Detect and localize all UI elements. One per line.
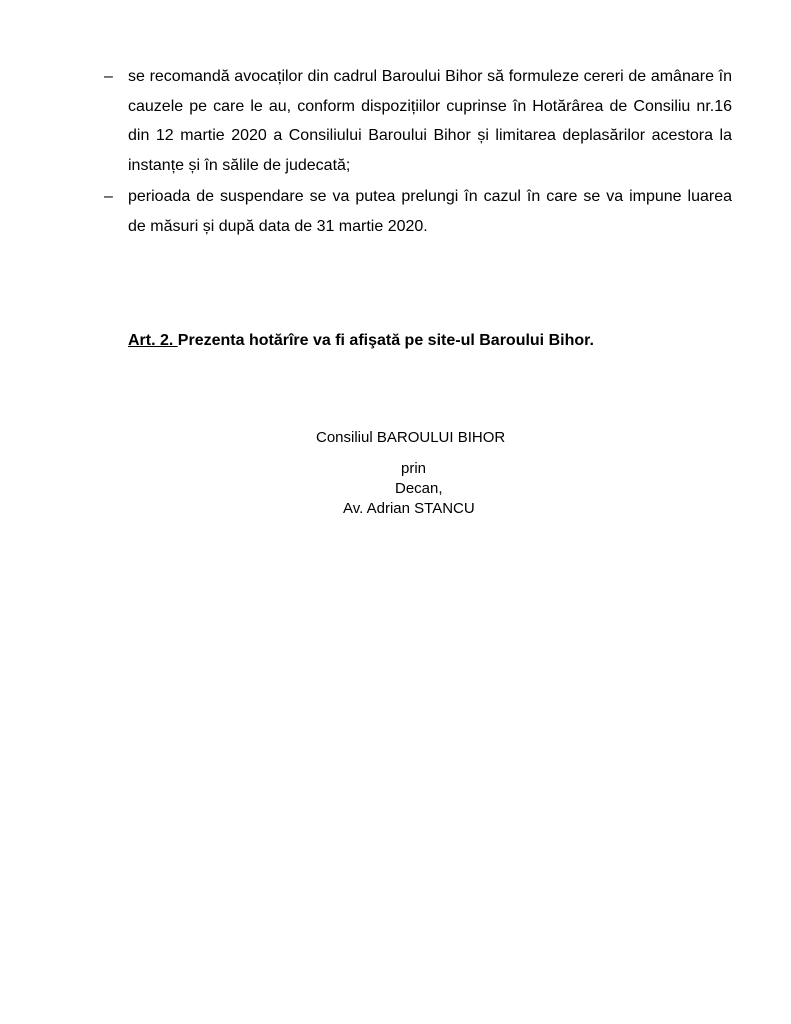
list-item [104, 182, 732, 241]
bullet-dash: – [104, 188, 113, 205]
signature-title: Decan, [395, 480, 443, 497]
bullet-list [104, 62, 732, 241]
bullet-dash: – [104, 68, 113, 85]
signature-prin: prin [401, 460, 427, 477]
article-text: Prezenta hotărîre va fi afişată pe site-ul Baroului Bihor. [177, 332, 594, 349]
bullet-text: perioada de suspendare se va putea prelungi în cazul în care se va impune luarea de măsuri și după data de 31 martie 2020. [128, 188, 732, 235]
list-item [104, 62, 732, 180]
signature-name: Av. Adrian STANCU [343, 500, 475, 517]
bullet-text: se recomandă avocaților din cadrul Baroului Bihor să formuleze cereri de amânare în cauzele pe care le au, conform dispozițiilor cuprinse în Hotărârea de Consiliu nr.16 din 12 martie 2020 a Consiliului Baroului Bihor și limitarea deplasărilor acestora la instanțe și în sălile de judecată; [128, 68, 732, 174]
article-label: Art. 2. [128, 332, 178, 349]
article-2 [128, 330, 748, 352]
signature-council: Consiliul BAROULUI BIHOR [316, 429, 506, 446]
